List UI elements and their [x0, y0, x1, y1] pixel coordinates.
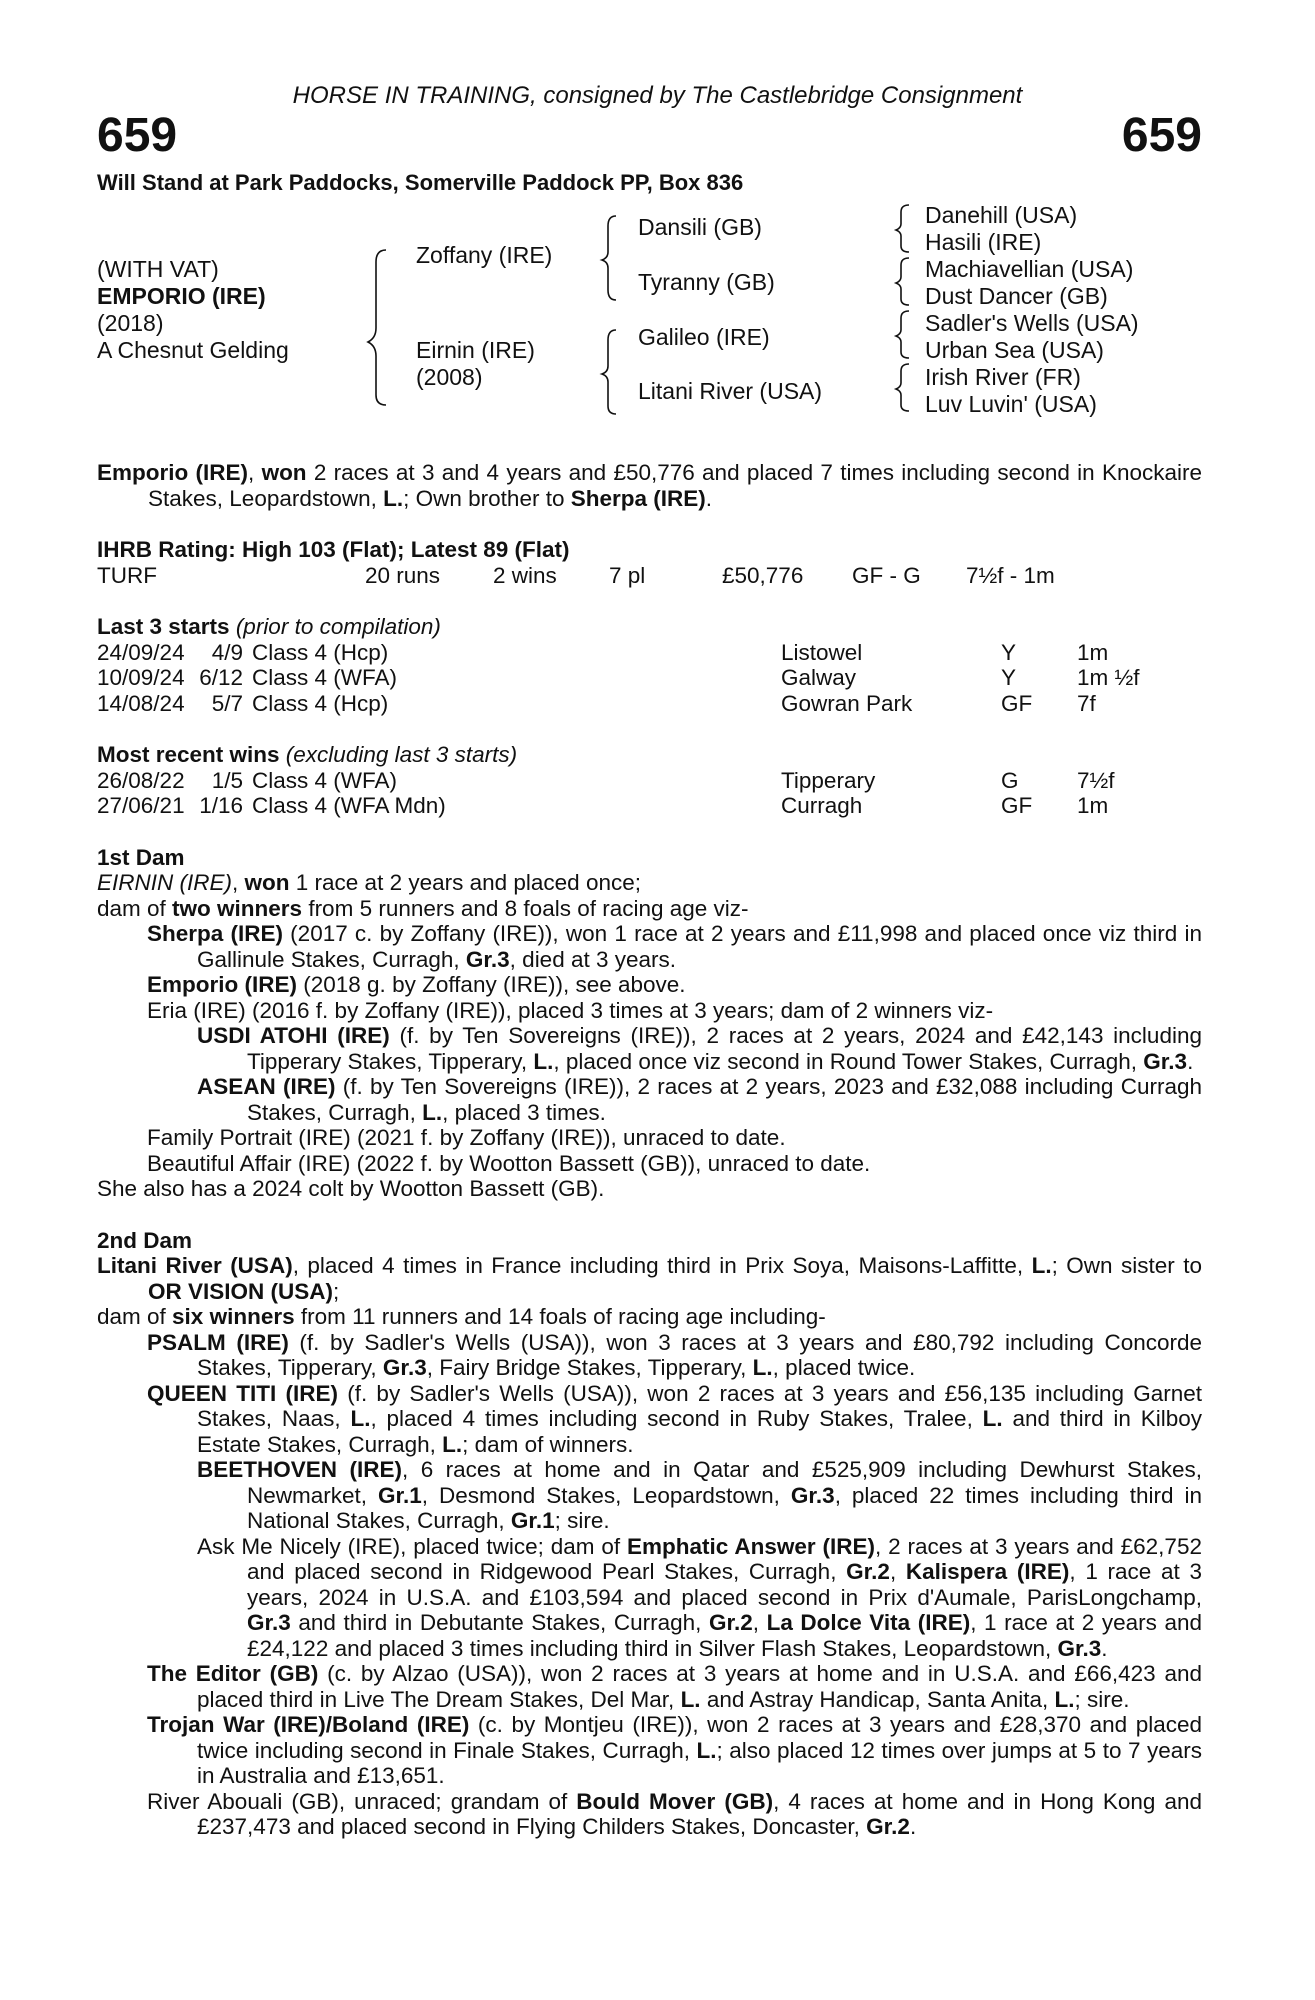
cell-date: 24/09/24 — [97, 639, 185, 665]
ra-g2: Gr.2 — [866, 1814, 910, 1839]
sherpa-a: (2017 c. by Zoffany (IRE)), won 1 race at 2 years and £11,998 and placed once viz third in Gallinule Stakes, Curragh, — [197, 921, 1202, 972]
cell-class: Class 4 (WFA) — [252, 665, 398, 690]
psalm-name: PSALM (IRE) — [147, 1329, 289, 1355]
ggp-6: Urban Sea (USA) — [925, 337, 1104, 363]
litani-a: , placed 4 times in France including third in Prix Soya, Maisons-Laffitte, — [292, 1253, 1032, 1278]
psalm-entry — [97, 1330, 1202, 1381]
cell-dist: 1m — [1077, 639, 1109, 665]
usdi-atohi-entry — [97, 1023, 1202, 1074]
ggp-3: Machiavellian (USA) — [925, 256, 1134, 282]
tw-name: Trojan War (IRE)/Boland (IRE) — [147, 1712, 470, 1737]
emporio-entry — [97, 972, 1202, 998]
wins: 2 wins — [493, 562, 557, 588]
horse-description: A Chesnut Gelding — [97, 337, 289, 363]
cell-course: Tipperary — [781, 767, 876, 793]
pedigree-ggp — [925, 202, 1139, 418]
gp-bracket-1 — [896, 205, 909, 252]
horse-year: (2018) — [97, 310, 164, 336]
produce-c: from 5 runners and 8 foals of racing age viz- — [302, 895, 749, 921]
cell-going: GF — [1001, 690, 1033, 716]
cell-date: 14/08/24 — [97, 690, 185, 716]
usdi-l: L. — [533, 1048, 554, 1074]
tw-l: L. — [696, 1737, 717, 1763]
ggp-4: Dust Dancer (GB) — [925, 283, 1108, 309]
ask-me-nicely-entry — [97, 1534, 1202, 1662]
litani-name: Litani River (USA) — [97, 1253, 293, 1278]
first-dam-won: won — [244, 870, 290, 895]
sherpa-name: Sherpa (IRE) — [147, 921, 283, 946]
the-editor-entry — [97, 1661, 1202, 1712]
queen-titi-entry — [97, 1381, 1202, 1458]
pedigree-dam-dam: Litani River (USA) — [638, 378, 823, 404]
pedigree-main-bracket — [368, 250, 386, 405]
ra-b: , 4 races at home and in Hong Kong and £237,473 and placed second in Flying Childers Stakes, Doncaster, — [197, 1788, 1202, 1839]
cell-date: 27/06/21 — [97, 793, 185, 818]
won-label: won — [261, 460, 307, 485]
ra-c: . — [909, 1814, 917, 1839]
litani-c: ; — [333, 1278, 340, 1304]
family-portrait-entry: Family Portrait (IRE) (2021 f. by Zoffany (IRE)), unraced to date. — [147, 1125, 786, 1150]
cell-dist: 7½f — [1077, 767, 1115, 793]
brother-name: Sherpa (IRE) — [570, 485, 706, 511]
am-g3: Gr.3 — [247, 1610, 291, 1635]
ggp-7: Irish River (FR) — [925, 364, 1081, 390]
am-emphatic: Emphatic Answer (IRE) — [627, 1533, 875, 1559]
litani-l: L. — [1031, 1253, 1052, 1278]
litani-river-entry — [97, 1253, 1202, 1304]
gp-bracket-2 — [896, 258, 909, 305]
eria-entry: Eria (IRE) (2016 f. by Zoffany (IRE)), placed 3 times at 3 years; dam of 2 winners viz- — [147, 997, 994, 1023]
gp-bracket-4 — [896, 364, 909, 411]
emporio-name: Emporio (IRE) — [147, 972, 297, 997]
cell-going: Y — [1001, 639, 1017, 665]
rating-title: IHRB Rating: High 103 (Flat); Latest 89 (Flat) — [97, 537, 570, 562]
cell-date: 26/08/22 — [97, 767, 185, 793]
pedigree-dam-year: (2008) — [416, 364, 483, 390]
pedigree-sire-sire: Dansili (GB) — [638, 214, 762, 240]
asean-entry — [97, 1074, 1202, 1125]
litani-sister: OR VISION (USA) — [148, 1278, 334, 1304]
cell-date: 10/09/24 — [97, 665, 185, 690]
te-l1: L. — [680, 1686, 701, 1712]
psalm-c: , placed twice. — [772, 1355, 916, 1380]
psalm-l: L. — [752, 1355, 773, 1380]
cell-class: Class 4 (Hcp) — [252, 690, 389, 716]
qt-name: QUEEN TITI (IRE) — [147, 1380, 338, 1406]
turf-record — [97, 563, 1202, 589]
sd-produce-c: from 11 runners and 14 foals of racing age including- — [294, 1304, 826, 1329]
cell-going: GF — [1001, 793, 1033, 818]
te-l2: L. — [1054, 1686, 1075, 1712]
sire-bracket — [602, 216, 616, 300]
cell-class: Class 4 (WFA) — [252, 767, 398, 793]
vat-label: (WITH VAT) — [97, 256, 219, 282]
earnings: £50,776 — [722, 562, 804, 588]
qt-b: , placed 4 times including second in Ruby Stakes, Tralee, — [370, 1406, 983, 1431]
am-h: . — [1101, 1635, 1108, 1661]
runs: 20 runs — [365, 562, 441, 588]
stable-location: Will Stand at Park Paddocks, Somerville Paddock PP, Box 836 — [97, 170, 744, 195]
bh-g1: Gr.1 — [378, 1482, 422, 1508]
qt-l2: L. — [982, 1406, 1003, 1431]
bh-name: BEETHOVEN (IRE) — [197, 1457, 402, 1482]
sherpa-b: , died at 3 years. — [509, 946, 677, 972]
cell-pos: 5/7 — [211, 690, 243, 716]
colt-entry: She also has a 2024 colt by Wootton Bassett (GB). — [97, 1176, 605, 1201]
pedigree-dam: Eirnin (IRE) — [416, 337, 535, 363]
am-g3b: Gr.3 — [1057, 1635, 1102, 1661]
asean-name: ASEAN (IRE) — [197, 1074, 336, 1099]
beethoven-entry — [97, 1457, 1202, 1534]
te-name: The Editor (GB) — [147, 1661, 319, 1686]
tw-b: ; also placed 12 times over jumps at 5 to 7 years in Australia and £13,651. — [197, 1737, 1202, 1788]
lot-number-right: 659 — [1121, 109, 1202, 162]
horse-name-bold: Emporio (IRE) — [97, 460, 249, 485]
bh-g1b: Gr.1 — [510, 1508, 555, 1533]
second-dam-produce — [97, 1304, 1202, 1330]
te-c: ; sire. — [1074, 1686, 1130, 1712]
bh-d: ; sire. — [554, 1508, 610, 1533]
sherpa-entry — [97, 921, 1202, 972]
distance-range: 7½f - 1m — [966, 562, 1055, 588]
qt-c: and third in Kilboy Estate Stakes, Curragh, — [197, 1406, 1202, 1457]
placed: 7 pl — [609, 562, 646, 588]
litani-b: ; Own sister to — [1051, 1253, 1202, 1278]
surface: TURF — [97, 562, 157, 588]
dam-bracket — [602, 330, 616, 414]
qt-d: ; dam of winners. — [462, 1431, 634, 1457]
horse-name: EMPORIO (IRE) — [97, 283, 266, 309]
second-dam-title: 2nd Dam — [97, 1227, 193, 1253]
cell-class: Class 4 (WFA Mdn) — [252, 793, 446, 818]
am-a: Ask Me Nicely (IRE), placed twice; dam of — [197, 1533, 628, 1559]
cell-pos: 1/5 — [211, 767, 243, 793]
ggp-8: Luv Luvin' (USA) — [925, 391, 1097, 417]
sd-produce-a: dam of — [97, 1304, 173, 1329]
usdi-b: , placed once viz second in Round Tower Stakes, Curragh, — [553, 1048, 1144, 1074]
cell-going: G — [1001, 767, 1019, 793]
going-range: GF - G — [852, 562, 921, 588]
first-dam-title: 1st Dam — [97, 844, 185, 870]
pedigree-dam-sire: Galileo (IRE) — [638, 324, 770, 350]
am-e: and third in Debutante Stakes, Curragh, — [290, 1610, 709, 1635]
last-starts-title: Last 3 starts — [97, 614, 230, 639]
produce-b: two winners — [172, 895, 303, 921]
last-starts-heading — [97, 614, 1202, 640]
race-summary: Emporio (IRE), won 2 races at 3 and 4 years and £50,776 and placed 7 times including second in Knockaire Stakes, Leopardstown, L.; Own brother to Sherpa (IRE). — [97, 460, 1202, 511]
cell-class: Class 4 (Hcp) — [252, 639, 389, 665]
cell-course: Galway — [781, 665, 857, 690]
last-start-row — [97, 691, 1202, 717]
tw-a: (c. by Montjeu (IRE)), won 2 races at 3 years and £28,370 and placed twice including second in Finale Stakes, Curragh, — [197, 1712, 1202, 1763]
lot-number-left: 659 — [97, 109, 178, 162]
asean-l: L. — [422, 1099, 443, 1125]
last-starts-table — [97, 640, 1202, 717]
last-starts-note: (prior to compilation) — [229, 614, 441, 639]
recent-win-row — [97, 793, 1202, 819]
last-start-row — [97, 640, 1202, 666]
beautiful-affair-entry: Beautiful Affair (IRE) (2022 f. by Wootton Bassett (GB)), unraced to date. — [147, 1150, 871, 1176]
am-f: , — [752, 1610, 767, 1635]
qt-l1: L. — [350, 1406, 371, 1431]
am-kalispera: Kalispera (IRE) — [905, 1559, 1070, 1584]
pedigree-sire: Zoffany (IRE) — [416, 242, 553, 268]
bh-a: , 6 races at home and in Qatar and £525,909 including Dewhurst Stakes, Newmarket, — [247, 1457, 1202, 1508]
am-d: , 1 race at 3 years, 2024 in U.S.A. and £103,594 and placed second in Prix d'Aumale, ParisLongchamp, — [247, 1559, 1202, 1610]
qt-l3: L. — [442, 1431, 463, 1457]
am-b: , 2 races at 3 years and £62,752 and placed second in Ridgewood Pearl Stakes, Curragh, — [247, 1533, 1202, 1584]
pedigree-sire-dam: Tyranny (GB) — [638, 269, 775, 295]
summary-text: 2 races at 3 and 4 years and £50,776 and placed 7 times including second in Knockaire Stakes, Leopardstown, — [148, 460, 1202, 511]
am-g2b: Gr.2 — [709, 1610, 753, 1635]
cell-pos: 4/9 — [211, 639, 243, 665]
first-dam-name: EIRNIN (IRE) — [97, 870, 232, 895]
asean-a: (f. by Ten Sovereigns (IRE)), 2 races at 2 years, 2023 and £32,088 including Curragh Stakes, Curragh, — [247, 1074, 1202, 1125]
cell-pos: 6/12 — [199, 665, 243, 690]
ra-bould-mover: Bould Mover (GB) — [576, 1788, 774, 1814]
ggp-1: Danehill (USA) — [925, 202, 1078, 228]
first-dam-record: EIRNIN (IRE), won 1 race at 2 years and placed once; — [97, 870, 641, 895]
cell-course: Gowran Park — [781, 690, 913, 716]
cell-course: Listowel — [781, 639, 863, 665]
recent-wins-table — [97, 768, 1202, 819]
psalm-b: , Fairy Bridge Stakes, Tipperary, — [426, 1355, 753, 1380]
summary-text-2: ; Own brother to — [403, 485, 571, 511]
ra-a: River Abouali (GB), unraced; grandam of — [147, 1788, 577, 1814]
trojan-war-entry — [97, 1712, 1202, 1789]
first-dam-produce — [97, 896, 1202, 922]
cell-dist: 1m — [1077, 793, 1109, 818]
qt-a: (f. by Sadler's Wells (USA)), won 2 races at 3 years and £56,135 including Garnet Stakes, Naas, — [197, 1380, 1202, 1431]
cell-pos: 1/16 — [199, 793, 243, 818]
am-c: , — [889, 1559, 906, 1584]
usdi-name: USDI ATOHI (IRE) — [197, 1023, 390, 1048]
produce-a: dam of — [97, 895, 173, 921]
usdi-grade: Gr.3 — [1143, 1048, 1188, 1074]
recent-wins-heading — [97, 742, 1202, 768]
last-start-row — [97, 665, 1202, 691]
bh-g3: Gr.3 — [790, 1482, 835, 1508]
te-b: and Astray Handicap, Santa Anita, — [700, 1686, 1055, 1712]
bh-c: , placed 22 times including third in National Stakes, Curragh, — [247, 1482, 1202, 1533]
river-abouali-entry — [97, 1789, 1202, 1840]
asean-b: , placed 3 times. — [442, 1099, 606, 1125]
cell-dist: 7f — [1077, 690, 1096, 716]
te-a: (c. by Alzao (USA)), won 2 races at 3 years at home and in U.S.A. and £66,423 and placed third in Live The Dream Stakes, Del Mar, — [197, 1661, 1203, 1712]
psalm-a: (f. by Sadler's Wells (USA)), won 3 races at 3 years and £80,792 including Concorde Stakes, Tipperary, — [197, 1329, 1203, 1380]
usdi-c: . — [1187, 1048, 1194, 1074]
gp-bracket-3 — [896, 311, 909, 358]
catalogue-header: HORSE IN TRAINING, consigned by The Castlebridge Consignment — [292, 82, 1023, 109]
ggp-5: Sadler's Wells (USA) — [925, 310, 1139, 336]
cell-dist: 1m ½f — [1077, 665, 1140, 690]
listed-label: L. — [383, 485, 404, 511]
am-g2: Gr.2 — [846, 1559, 890, 1584]
first-dam-text: 1 race at 2 years and placed once; — [289, 870, 641, 895]
bh-b: , Desmond Stakes, Leopardstown, — [421, 1482, 791, 1508]
recent-wins-note: (excluding last 3 starts) — [279, 742, 518, 767]
usdi-a: (f. by Ten Sovereigns (IRE)), 2 races at 2 years, 2024 and £42,143 including Tipperary Stakes, Tipperary, — [247, 1023, 1202, 1074]
summary-end: . — [705, 485, 713, 511]
ggp-2: Hasili (IRE) — [925, 229, 1042, 255]
cell-course: Curragh — [781, 793, 863, 818]
sherpa-grade: Gr.3 — [465, 946, 510, 972]
am-g: , 1 race at 2 years and £24,122 and placed 3 times including third in Silver Flash Stakes, Leopardstown, — [247, 1610, 1202, 1661]
psalm-grade: Gr.3 — [382, 1355, 427, 1380]
cell-going: Y — [1001, 665, 1017, 690]
am-dolce-vita: La Dolce Vita (IRE) — [766, 1610, 971, 1635]
recent-win-row — [97, 768, 1202, 794]
emporio-a: (2018 g. by Zoffany (IRE)), see above. — [297, 972, 686, 997]
recent-wins-title: Most recent wins — [97, 742, 280, 767]
lot-details — [97, 460, 1202, 1840]
sd-produce-b: six winners — [172, 1304, 295, 1329]
